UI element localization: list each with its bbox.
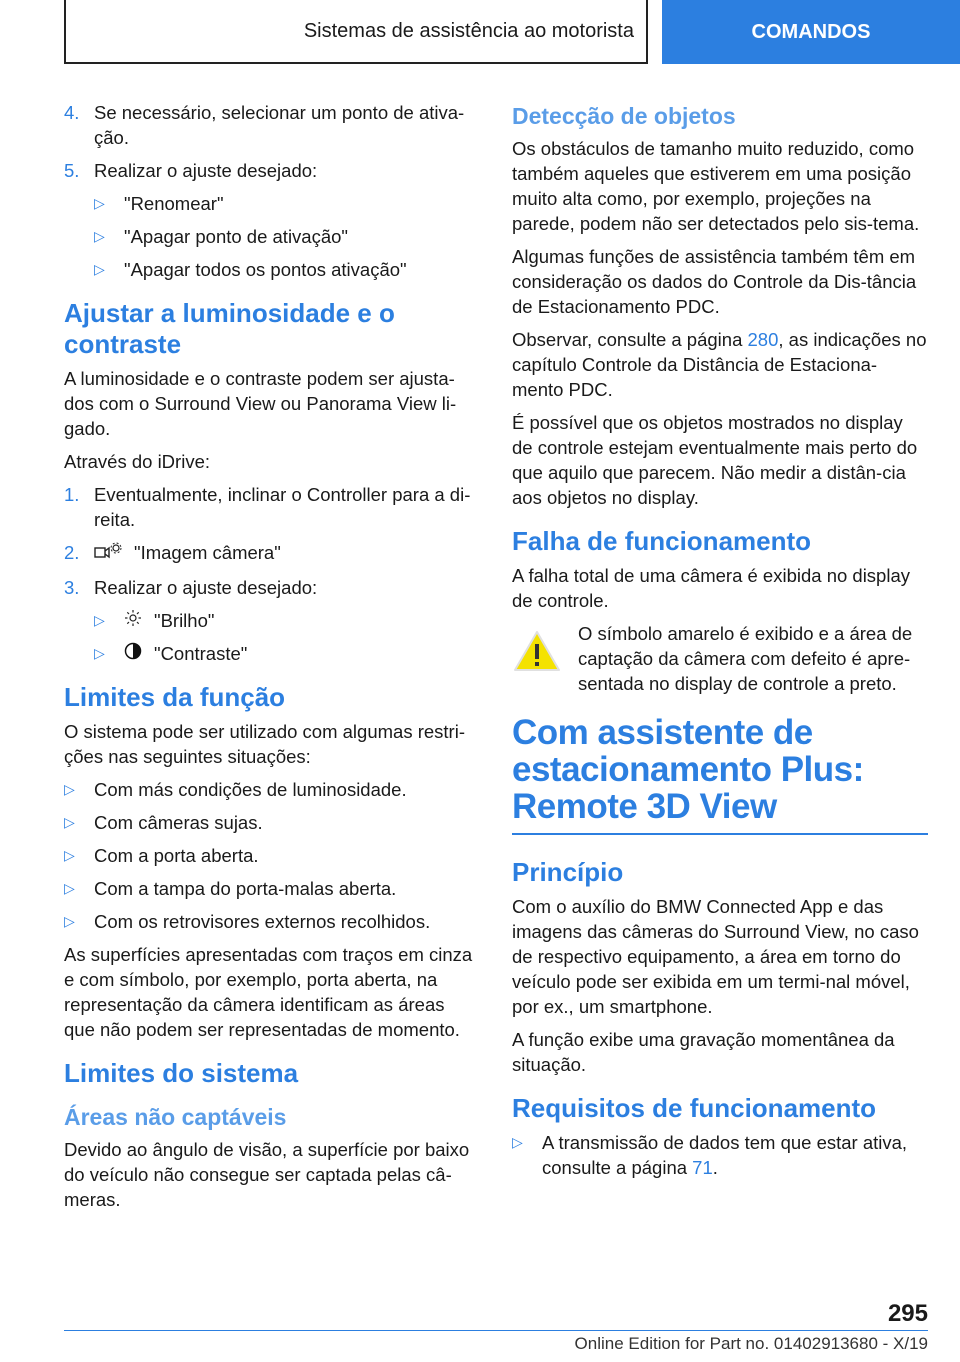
sub-list-item xyxy=(64,191,478,216)
item-text: "Brilho" xyxy=(154,610,215,632)
bullet-item xyxy=(64,810,478,835)
warning-triangle-icon xyxy=(512,621,578,696)
heading-deteccao: Detecção de objetos xyxy=(512,103,736,129)
paragraph: Algumas funções de assistência também têm em consideração os dados do Controle da Dis-tância de Estacionamento PDC. xyxy=(512,246,917,317)
sub-list-item xyxy=(64,257,478,282)
text-span: A transmissão de dados tem que estar ativa, consulte a página xyxy=(542,1132,908,1178)
item-text: "Apagar todos os pontos ativação" xyxy=(124,259,407,280)
item-text: Realizar o ajuste desejado: xyxy=(94,577,318,599)
item-text: Eventualmente, inclinar o Controller para a di-reita. xyxy=(94,484,471,530)
triangle-bullet-icon: ▷ xyxy=(94,195,105,211)
contrast-icon xyxy=(124,641,142,666)
footer-edition: Online Edition for Part no. 01402913680 - X/19 xyxy=(574,1334,928,1353)
item-text: "Imagem câmera" xyxy=(134,542,281,563)
brightness-icon xyxy=(124,608,142,633)
item-text: Com câmeras sujas. xyxy=(94,812,263,834)
warning-block xyxy=(512,621,928,696)
heading-falha: Falha de funcionamento xyxy=(512,526,812,556)
paragraph: O sistema pode ser utilizado com algumas restri-ções nas seguintes situações: xyxy=(64,721,465,768)
heading-limites-sistema: Limites do sistema xyxy=(64,1058,299,1089)
triangle-bullet-icon: ▷ xyxy=(64,781,75,798)
triangle-bullet-icon: ▷ xyxy=(512,1134,523,1150)
item-number: 2. xyxy=(64,542,80,563)
item-text: Realizar o ajuste desejado: xyxy=(94,160,318,181)
sub-list-item xyxy=(64,641,478,666)
heading-limites-funcao: Limites da função xyxy=(64,682,286,713)
item-text: Com más condições de luminosidade. xyxy=(94,779,407,801)
paragraph: Os obstáculos de tamanho muito reduzido, como também aqueles que estiverem em uma posição muito alta como, por exemplo, projeções na parede, podem não ser detectados pelo sis-tema. xyxy=(512,138,920,234)
triangle-bullet-icon: ▷ xyxy=(94,645,105,662)
item-text: "Contraste" xyxy=(154,643,248,665)
page-link[interactable]: 71 xyxy=(692,1157,713,1178)
triangle-bullet-icon: ▷ xyxy=(94,228,105,244)
text-span: . xyxy=(712,1157,718,1178)
bullet-item xyxy=(64,909,478,934)
item-text: "Renomear" xyxy=(124,193,224,214)
heading-requisitos: Requisitos de funcionamento xyxy=(512,1093,877,1123)
paragraph: A luminosidade e o contraste podem ser ajusta-dos com o Surround View ou Panorama View li-gado. xyxy=(64,368,457,439)
item-number: 1. xyxy=(64,484,80,505)
item-number: 3. xyxy=(64,577,80,599)
item-text: Com a porta aberta. xyxy=(94,845,259,867)
triangle-bullet-icon: ▷ xyxy=(64,847,75,864)
triangle-bullet-icon: ▷ xyxy=(64,913,75,930)
camera-settings-icon xyxy=(94,541,122,567)
triangle-bullet-icon: ▷ xyxy=(94,261,105,277)
paragraph: Com o auxílio do BMW Connected App e das imagens das câmeras do Surround View, no caso de respectivo equipamento, a área em torno do veículo pode ser exibida em um termi-nal móvel, por ex., um smartphone. xyxy=(512,896,919,1017)
right-column xyxy=(512,100,928,1188)
triangle-bullet-icon: ▷ xyxy=(64,814,75,831)
item-text: Com os retrovisores externos recolhidos. xyxy=(94,911,431,933)
triangle-bullet-icon: ▷ xyxy=(94,612,105,629)
paragraph: Através do iDrive: xyxy=(64,451,210,472)
bullet-item xyxy=(64,876,478,901)
sub-list-item xyxy=(64,224,478,249)
chapter-heading: Com assistente de estacionamento Plus: Remote 3D View xyxy=(512,714,928,835)
list-item xyxy=(64,100,478,150)
bullet-item xyxy=(64,843,478,868)
header-category-tab[interactable] xyxy=(662,0,960,64)
paragraph: A função exibe uma gravação momentânea da situação. xyxy=(512,1029,895,1075)
category-label: COMANDOS xyxy=(751,20,871,43)
heading-principio: Princípio xyxy=(512,857,624,887)
page-number: 295 xyxy=(887,1300,928,1327)
sub-list-item xyxy=(64,608,478,633)
section-title-text: Sistemas de assistência ao motorista xyxy=(303,19,634,42)
heading-luminosidade: Ajustar a luminosidade e o contraste xyxy=(64,298,395,359)
item-text: Se necessário, selecionar um ponto de ativa-ção. xyxy=(94,102,465,148)
list-item xyxy=(64,158,478,183)
paragraph: A falha total de uma câmera é exibida no display de controle. xyxy=(512,565,910,611)
paragraph: É possível que os objetos mostrados no display de controle estejam eventualmente mais perto do que aquilo que parecem. Não medir a distân-cia aos objetos no display. xyxy=(512,412,918,508)
paragraph xyxy=(512,327,928,402)
list-item xyxy=(64,575,478,600)
item-number: 5. xyxy=(64,160,80,181)
item-text: "Apagar ponto de ativação" xyxy=(124,226,348,247)
paragraph: As superfícies apresentadas com traços em cinza e com símbolo, por exemplo, porta aberta, na representação da câmera identificam as áreas que não podem ser representadas de momento. xyxy=(64,944,473,1041)
text-span: Observar, consulte a página xyxy=(512,329,748,350)
header-section-title xyxy=(64,0,648,64)
left-column xyxy=(64,100,478,1220)
item-text: Com a tampa do porta-malas aberta. xyxy=(94,878,397,900)
item-number: 4. xyxy=(64,102,80,123)
list-item xyxy=(64,540,478,567)
bullet-item xyxy=(512,1130,928,1180)
list-item xyxy=(64,482,478,532)
warning-text: O símbolo amarelo é exibido e a área de captação da câmera com defeito é apre-sentada no display de controle a preto. xyxy=(578,623,913,694)
footer-divider xyxy=(64,1330,928,1331)
bullet-item xyxy=(64,777,478,802)
heading-areas: Áreas não captáveis xyxy=(64,1104,287,1131)
paragraph: Devido ao ângulo de visão, a superfície por baixo do veículo não consegue ser captada pelas câ-meras. xyxy=(64,1139,470,1211)
text-span: , as indicações no capítulo Controle da Distância de Estaciona-mento PDC. xyxy=(512,329,927,400)
page-link[interactable]: 280 xyxy=(747,329,779,350)
triangle-bullet-icon: ▷ xyxy=(64,880,75,897)
